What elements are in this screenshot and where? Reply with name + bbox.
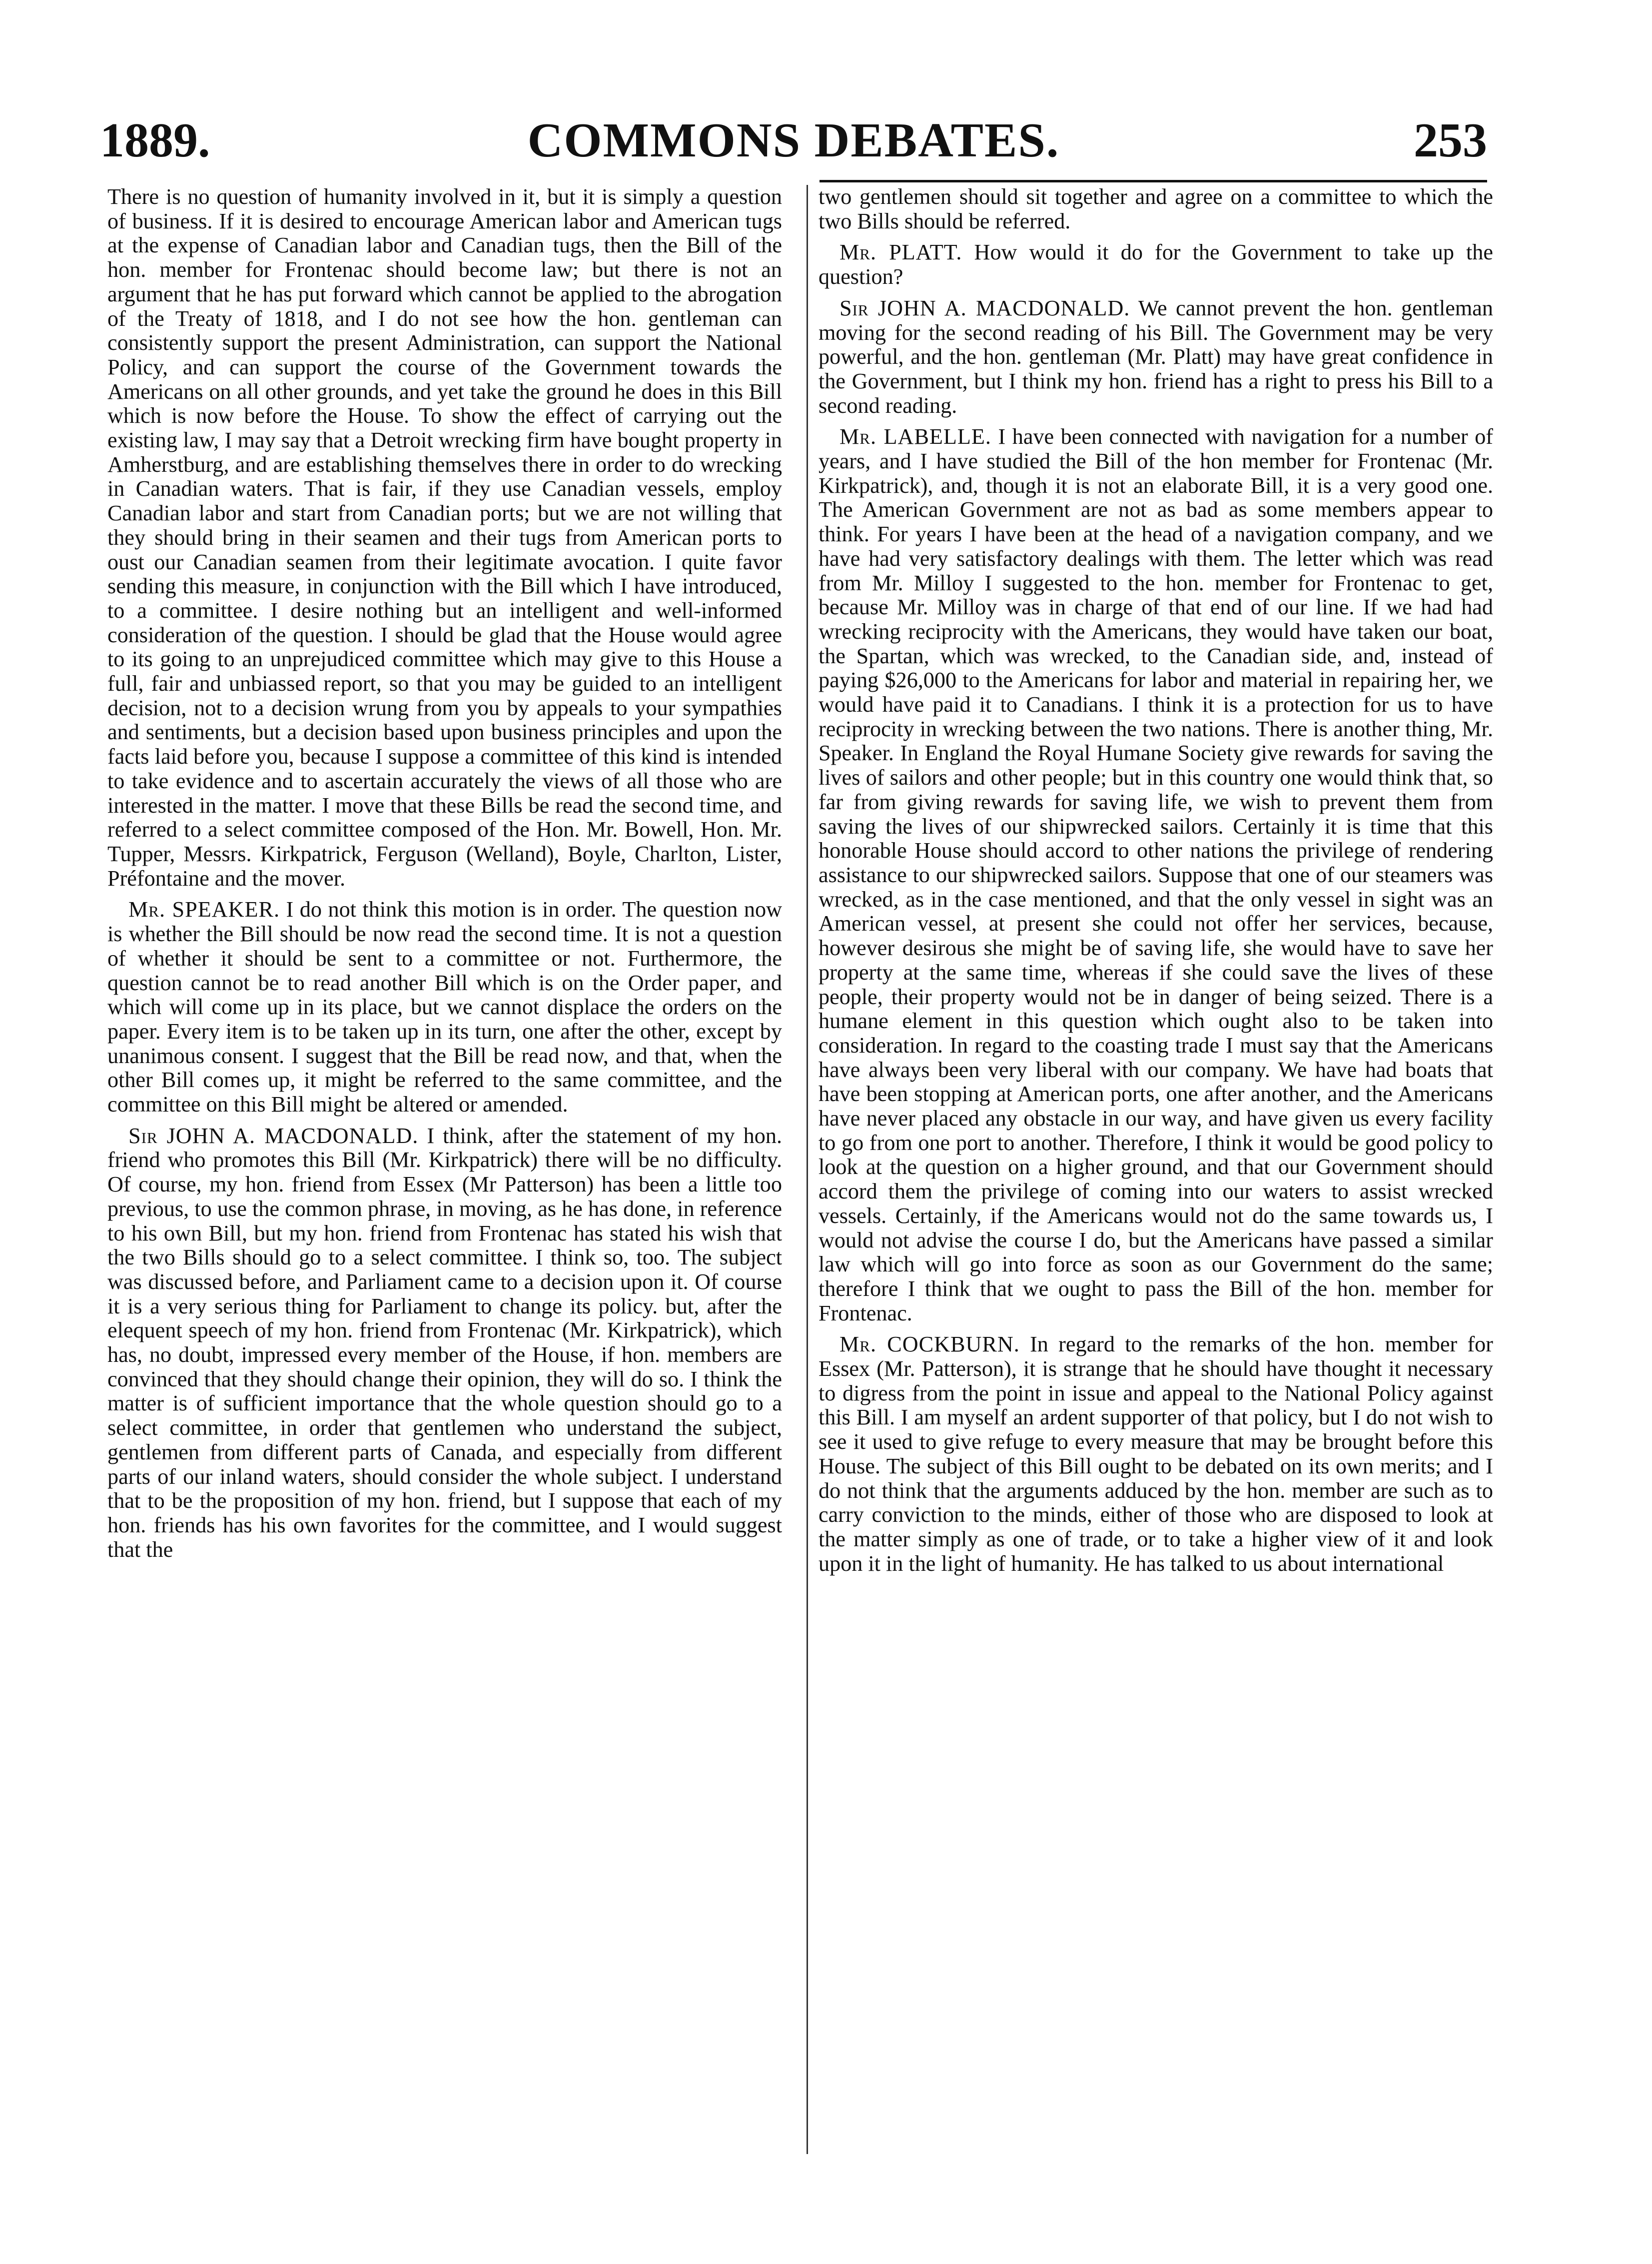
paragraph <box>819 296 1493 418</box>
header-title: COMMONS DEBATES. <box>527 113 1060 167</box>
paragraph <box>819 240 1493 289</box>
speaker-name: Mr. COCKBURN. <box>839 1332 1020 1357</box>
paragraph <box>819 425 1493 1325</box>
paragraph <box>107 185 782 891</box>
speaker-name: Sir JOHN A. MACDONALD. <box>839 295 1130 320</box>
paragraph <box>819 185 1493 233</box>
paragraph <box>107 898 782 1117</box>
paragraph-text: two gentlemen should sit together and agree on a committee to which the two Bills should be referred. <box>819 184 1493 233</box>
paragraph-text: There is no question of humanity involved in it, but it is simply a question of business. If it is desired to encourage American labor and American tugs at the expense of Canadian labor and Canadian tugs, then the Bill of the hon. member for Frontenac should become law; but there is not an argument that he has put forward which cannot be applied to the abrogation of the Treaty of 1818, and I do not see how the hon. gentleman can consistently support the present Administration, can support the National Policy, and can support the course of the Government towards the Americans on all other grounds, and yet take the ground he does in this Bill which is now before the House. To show the effect of carrying out the existing law, I may say that a Detroit wrecking firm have bought property in Amherstburg, and are establishing themselves there in order to do wrecking in Canadian waters. That is fair, if they use Canadian vessels, employ Canadian labor and start from Canadian ports; but we are not willing that they should bring in their seamen and their tugs from American ports to oust our Canadian seamen from their legitimate avocation. I quite favor sending this measure, in conjunction with the Bill which I have introduced, to a committee. I desire nothing but an intelligent and well-informed consideration of the question. I should be glad that the House would agree to its going to an unprejudiced committee which may give to this House a full, fair and unbiassed report, so that you may be guided to an intelligent decision, not to a decision wrung from you by appeals to your sympathies and sentiments, but a decision based upon business principles and upon the facts laid before you, because I suppose a committee of this kind is intended to take evidence and to ascertain accurately the views of all those who are interested in the matter. I move that these Bills be read the second time, and referred to a select committee composed of the Hon. Mr. Bowell, Hon. Mr. Tupper, Messrs. Kirkpatrick, Ferguson (Welland), Boyle, Charlton, Lister, Préfontaine and the mover. <box>107 184 782 891</box>
speaker-name: Mr. PLATT. <box>839 240 962 265</box>
left-column <box>107 185 782 1569</box>
speaker-name: Mr. LABELLE. <box>839 424 991 449</box>
paragraph-text: We cannot prevent the hon. gentleman moving for the second reading of his Bill. The Government may be very powerful, and the hon. gentleman (Mr. Platt) may have great confidence in the Government, but I think my hon. friend has a right to press his Bill to a second reading. <box>819 295 1493 418</box>
header-year: 1889. <box>100 113 210 167</box>
paragraph <box>107 1124 782 1562</box>
paragraph-text: I have been connected with navigation for a number of years, and I have studied the Bill of the hon member for Frontenac (Mr. Kirkpatrick), and, though it is not an elaborate Bill, it is a very good one. The American Government are not as bad as some members appear to think. For years I have been at the head of a navigation company, and we have had very satisfactory dealings with them. The letter which was read from Mr. Milloy I suggested to the hon. member for Frontenac to get, because Mr. Milloy was in charge of that end of our line. If we had had wrecking reciprocity with the Americans, they would have taken our boat, the Spartan, which was wrecked, to the Canadian side, and, instead of paying $26,000 to the Americans for labor and material in repairing her, we would have paid it to Canadians. I think it is a protection for us to have reciprocity in wrecking between the two nations. There is another thing, Mr. Speaker. In England the Royal Humane Society give rewards for saving the lives of sailors and other people; but in this country one would think that, so far from giving rewards for saving life, we wish to prevent them from saving the lives of our shipwrecked sailors. Certainly it is time that this honorable House should accord to other nations the privilege of rendering assistance to our shipwrecked sailors. Suppose that one of our steamers was wrecked, as in the case mentioned, and that the only vessel in sight was an American vessel, at present she could not offer her services, because, however desirous she might be of saving life, she would have to save her property at the same time, whereas if she could save the lives of these people, their property would not be in danger of being seized. There is a humane element in this question which ought also to be taken into consideration. In regard to the coasting trade I must say that the Americans have always been very liberal with our company. We have had boats that have been stopping at American ports, one after another, and the Americans have never placed any obstacle in our way, and have given us every facility to go from one port to another. Therefore, I think it would be good policy to look at the question on a higher ground, and that our Government should accord them the privilege of coming into our waters to assist wrecked vessels. Certainly, if the Americans would not do the same towards us, I would not advise the course I do, but the Americans have passed a similar law which will go into force as soon as our Government do the same; therefore I think that we ought to pass the Bill of the hon. member for Frontenac. <box>819 424 1494 1325</box>
speaker-name: Mr. SPEAKER. <box>128 897 280 922</box>
paragraph-text: I think, after the statement of my hon. friend who promotes this Bill (Mr. Kirkpatrick) there will be no difficulty. Of course, my hon. friend from Essex (Mr Patterson) has been a little too previous, to use the common phrase, in moving, as he has done, in reference to his own Bill, but my hon. friend from Frontenac has stated his wish that the two Bills should go to a select committee. I think so, too. The subject was discussed before, and Parliament came to a decision upon it. Of course it is a very serious thing for Parliament to change its policy. but, after the elequent speech of my hon. friend from Frontenac (Mr. Kirkpatrick), which has, no doubt, impressed every member of the House, if hon. members are convinced that they should change their opinion, they will do so. I think the matter is of sufficient importance that the whole question should go to a select committee, in order that gentlemen who understand the subject, gentlemen from different parts of Canada, and especially from different parts of our inland waters, should consider the whole subject. I understand that to be the proposition of my hon. friend, but I suppose that each of my hon. friends has his own favorites for the committee, and I would suggest that the <box>107 1123 782 1562</box>
speaker-name: Sir JOHN A. MACDONALD. <box>128 1123 419 1148</box>
right-column <box>819 185 1493 1583</box>
paragraph-text: How would it do for the Government to take up the question? <box>819 240 1494 289</box>
paragraph-text: I do not think this motion is in order. The question now is whether the Bill should be now read the second time. It is not a question of whether it should be sent to a committee or not. Furthermore, the question cannot be to read another Bill which is on the Order paper, and which will come up in its place, but we cannot displace the orders on the paper. Every item is to be taken up in its turn, one after the other, except by unanimous consent. I suggest that the Bill be read now, and that, when the other Bill comes up, it might be referred to the same committee, and the committee on this Bill might be altered or amended. <box>107 897 782 1117</box>
page-header <box>100 112 1487 177</box>
column-divider <box>807 185 808 2154</box>
header-page-number: 253 <box>1414 113 1487 167</box>
header-rule <box>820 180 1487 182</box>
paragraph-text: In regard to the remarks of the hon. member for Essex (Mr. Patterson), it is strange that he should have thought it necessary to digress from the point in issue and appeal to the National Policy against this Bill. I am myself an ardent supporter of that policy, but I do not wish to see it used to give refuge to every measure that may be brought before this House. The subject of this Bill ought to be debated on its own merits; and I do not think that the arguments adduced by the hon. member are such as to carry conviction to the minds, either of those who are disposed to look at the matter simply as one of trade, or to take a higher view of it and look upon it in the light of humanity. He has talked to us about international <box>819 1332 1493 1576</box>
paragraph <box>819 1332 1493 1576</box>
